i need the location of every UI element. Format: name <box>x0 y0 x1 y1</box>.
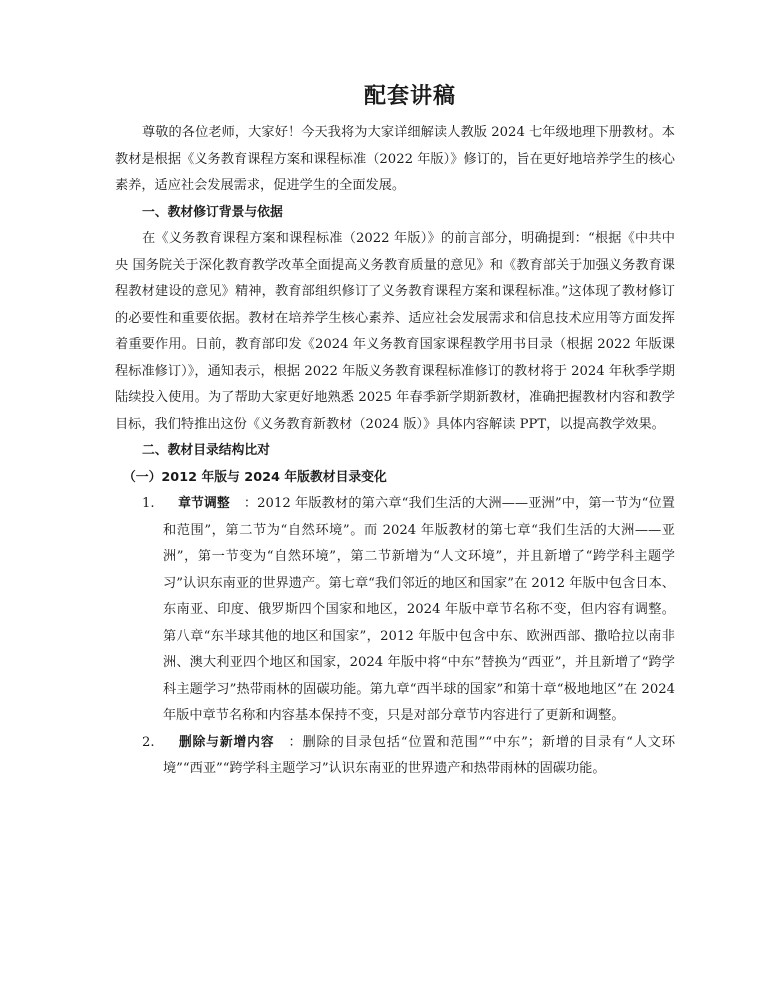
section-2-heading: 二、教材目录结构比对 <box>142 443 270 458</box>
list-item-2-text: ：删除的目录包括“位置和范围”“中东”；新增的目录有“人文环境”“西亚”“跨学科主题学习”认识东南亚的世界遗产和热带雨林的固碳功能。 <box>163 734 676 776</box>
list-item-2-number: 2. <box>142 734 155 750</box>
intro-paragraph: 尊敬的各位老师，大家好！今天我将为大家详细解读人教版 2024 七年级地理下册教材。本教材是根据《义务教育课程方案和课程标准（2022 年版）》修订的，旨在更好地培养学生的核心素养，适应社会发展需求，促进学生的全面发展。 <box>115 125 675 193</box>
section-2-subheading: （一）2012 年版与 2024 年版教材目录变化 <box>123 469 387 485</box>
list-item-2 <box>115 730 675 783</box>
list-item-1-text: ：2012 年版教材的第六章“我们生活的大洲——亚洲”中，第一节为“位置和范围”，第二节为“自然环境”。而 2024 年版教材的第七章“我们生活的大洲——亚洲”，第一节变为“自然环境”，第二节新增为“人文环境”，并且新增了“跨学科主题学习”认识东南亚的世界遗产。第七章“我们邻近的地区和国家”在 2012 年版中包含日本、东南亚、印度、俄罗斯四个国家和地区，2024 年版中章节名称不变，但内容有调整。第八章“东半球其他的地区和国家”，2012 年版中包含中东、欧洲西部、撒哈拉以南非洲、澳大利亚四个地区和国家，2024 年版中将“中东”替换为“西亚”，并且新增了“跨学科主题学习”热带雨林的固碳功能。第九章“西半球的国家”和第十章“极地地区”在 2024 年版中章节名称和内容基本保持不变，只是对部分章节内容进行了更新和调整。 <box>163 496 675 723</box>
list-item-1-number: 1. <box>142 496 155 511</box>
list-item-2-label: 删除与新增内容 <box>178 734 275 750</box>
list-item-1-label: 章节调整 <box>178 496 230 511</box>
list-item-1 <box>115 491 675 730</box>
document-page <box>115 82 675 783</box>
section-1-heading: 一、教材修订背景与依据 <box>142 204 283 220</box>
page-title: 配套讲稿 <box>363 84 456 109</box>
section-1-paragraph: 在《义务教育课程方案和课程标准（2022 年版）》的前言部分，明确提到：“根据《中共中央 国务院关于深化教育教学改革全面提高义务教育质量的意见》和《教育部关于加强义务教育课程教材建设的意见》精神，教育部组织修订了义务教育课程方案和课程标准。”这体现了教材修订的必要性和重要依据。教材在培养学生核心素养、适应社会发展需求和信息技术应用等方面发挥着重要作用。日前，教育部印发《2024 年义务教育国家课程教学用书目录（根据 2022 年版课程标准修订）》，通知表示，根据 2022 年版义务教育课程标准修订的教材将于 2024 年秋季学期陆续投入使用。为了帮助大家更好地熟悉 2025 年春季新学期新教材，准确把握教材内容和教学目标，我们特推出这份《义务教育新教材（2024 版）》具体内容解读 PPT，以提高教学效果。 <box>115 231 675 432</box>
